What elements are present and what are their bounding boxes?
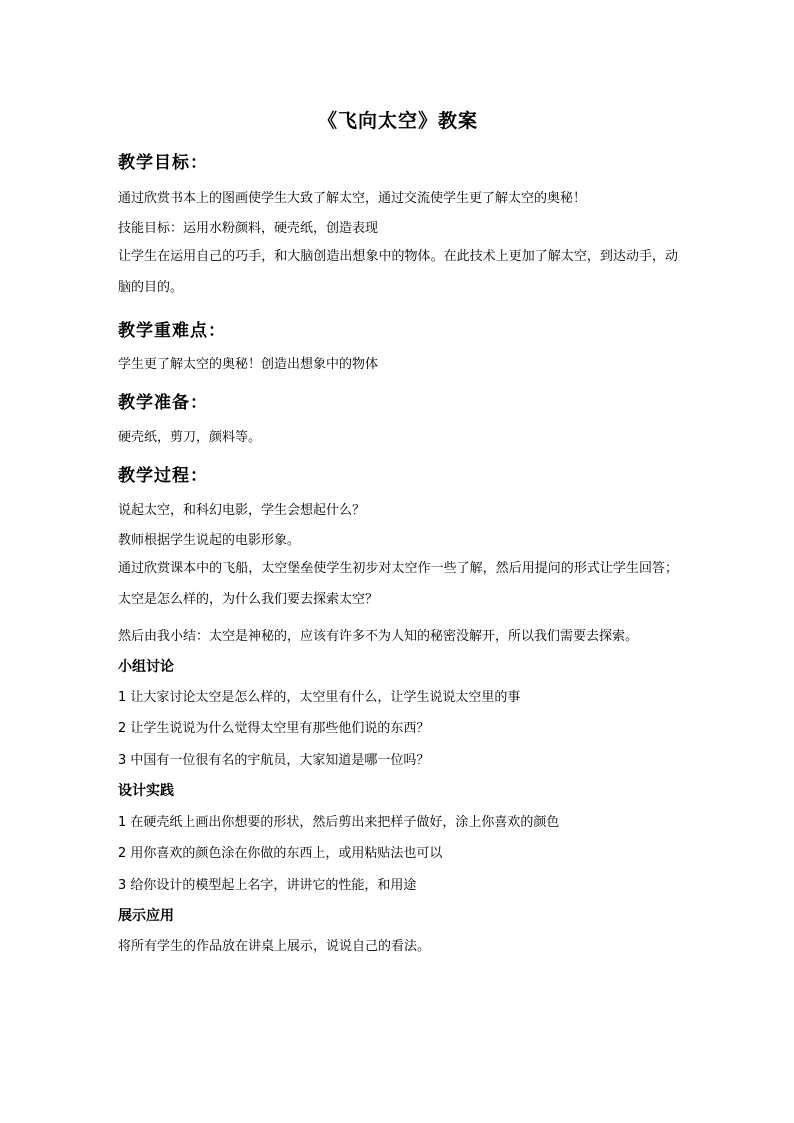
display-heading: 展示应用 — [118, 908, 174, 924]
difficulties-line-1: 学生更了解太空的奥秘！创造出想象中的物体 — [118, 357, 379, 372]
practice-item-1: 1 在硬壳纸上画出你想要的形状，然后剪出来把样子做好，涂上你喜欢的颜色 — [118, 815, 560, 830]
preparation-heading: 教学准备： — [118, 393, 208, 413]
practice-item-2: 2 用你喜欢的颜色涂在你做的东西上，或用粘贴法也可以 — [118, 846, 443, 861]
objectives-heading: 教学目标： — [118, 153, 208, 173]
document-page — [118, 0, 678, 1123]
objectives-line-2: 技能目标：运用水粉颜料，硬壳纸，创造表现 — [118, 221, 379, 236]
discussion-heading: 小组讨论 — [118, 659, 174, 675]
discussion-item-2: 2 让学生说说为什么觉得太空里有那些他们说的东西？ — [118, 721, 430, 736]
display-line-1: 将所有学生的作品放在讲桌上展示，说说自己的看法。 — [118, 939, 431, 954]
discussion-item-3: 3 中国有一位很有名的宇航员，大家知道是哪一位吗？ — [118, 753, 430, 768]
process-line-2: 教师根据学生说起的电影形象。 — [118, 533, 301, 548]
practice-item-3: 3 给你设计的模型起上名字，讲讲它的性能，和用途 — [118, 878, 417, 893]
process-line-1: 说起太空，和科幻电影，学生会想起什么？ — [118, 503, 366, 518]
process-line-4: 然后由我小结：太空是神秘的，应该有许多不为人知的秘密没解开，所以我们需要去探索。 — [118, 629, 639, 644]
preparation-line-1: 硬壳纸，剪刀，颜料等。 — [118, 430, 262, 445]
difficulties-heading: 教学重难点： — [118, 321, 226, 341]
document-title: 《飞向太空》教案 — [317, 110, 478, 132]
objectives-line-1: 通过欣赏书本上的图画使学生大致了解太空，通过交流使学生更了解太空的奥秘！ — [118, 191, 587, 206]
process-line-3: 通过欣赏课本中的飞船，太空堡垒使学生初步对太空作一些了解，然后用提问的形式让学生回答；太空是怎么样的，为什么我们要去探索太空？ — [118, 561, 678, 607]
process-heading: 教学过程： — [118, 466, 208, 486]
practice-heading: 设计实践 — [118, 783, 174, 799]
discussion-item-1: 1 让大家讨论太空是怎么样的，太空里有什么，让学生说说太空里的事 — [118, 690, 521, 705]
objectives-line-3: 让学生在运用自己的巧手，和大脑创造出想象中的物体。在此技术上更加了解太空，到达动手，动脑的目的。 — [118, 249, 678, 295]
